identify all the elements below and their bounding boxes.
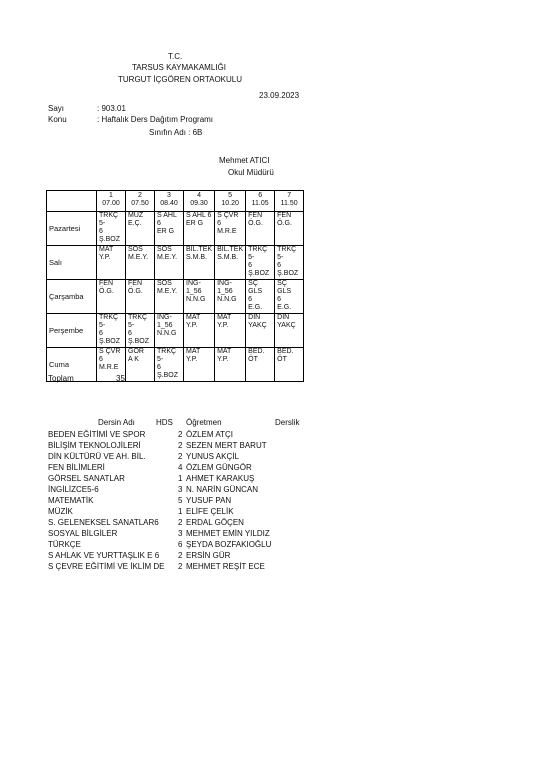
konu-label: Konu [48,115,67,124]
lesson-cell-line: N.N.G [186,296,206,303]
lesson-cell-line: S.M.B. [217,254,239,261]
lesson-cell-line: YAKÇ [248,322,267,329]
lesson-cell-line: E.G. [277,304,292,311]
course-subject: TÜRKÇE [48,540,81,549]
lesson-cell [246,314,275,348]
lesson-cell-line: 6 [248,262,253,269]
period-number: 4 [197,192,201,199]
course-hours: 6 [178,540,183,549]
lesson-cell [155,314,184,348]
lesson-cell [275,280,304,314]
lesson-cell [155,280,184,314]
lesson-cell [215,212,246,246]
period-time: 07.00 [102,200,120,207]
course-hours: 2 [178,452,183,461]
lesson-cell-line: FEN [248,212,263,219]
header-school: TURGUT İÇGÖREN ORTAOKULU [118,75,243,84]
schedule-day-row [47,280,304,314]
lesson-cell-line: 6 [99,330,103,337]
lesson-cell [275,246,304,280]
lesson-cell-line: Y.P. [217,322,229,329]
principal-name: Mehmet ATICI [219,156,270,165]
lesson-cell-line: MÜZ [128,212,144,219]
sayi-label: Sayı [48,104,65,113]
lesson-cell-line: S ÇVR [217,212,239,219]
lesson-cell [275,348,304,382]
course-hours: 2 [178,518,183,527]
lesson-cell-line: Y.P. [186,356,198,363]
course-teacher: N. NARİN GÜNCAN [186,485,259,494]
lesson-cell-line: 1_56 [217,288,233,295]
lesson-cell-line: Ö.G. [128,288,143,295]
total-label: Toplam [48,374,74,383]
course-hours: 2 [178,441,183,450]
course-teacher: YUNUS AKÇİL [186,452,239,461]
lesson-cell-line: SOS [157,280,172,287]
course-subject: S. GELENEKSEL SANATLAR6 [48,518,159,527]
course-teacher: ERDAL GÖÇEN [186,518,244,527]
lesson-cell-line: Ş.BOZ [99,236,121,243]
lesson-cell [155,212,184,246]
course-subject: İNGİLİZCE5-6 [48,485,99,494]
lesson-cell-line: BED. [277,348,294,355]
lesson-cell-line: FEN [128,280,142,287]
course-hours: 3 [178,485,183,494]
lesson-cell [215,314,246,348]
lesson-cell [246,246,275,280]
lesson-cell-line: 6 [248,296,253,303]
lesson-cell-line: Ö.G. [277,220,292,227]
lesson-cell-line: 6 [128,330,132,337]
course-subject: MÜZİK [48,507,73,516]
period-time: 07.50 [131,200,149,207]
lesson-cell-line: Y.P. [99,254,111,261]
header-tc: T.C. [168,52,183,61]
lesson-cell-line: ER G [157,228,175,235]
lesson-cell [126,246,155,280]
lesson-cell-line: M.E.Y. [157,254,178,261]
lesson-cell-line: S AHL 6 [157,212,177,227]
course-teacher: MEHMET EMİN YILDIZ [186,529,270,538]
lesson-cell-line: İNG- [186,280,201,287]
lesson-cell-line: FEN [99,280,113,287]
period-header [126,191,155,212]
course-subject: GÖRSEL SANATLAR [48,474,125,483]
period-header [215,191,246,212]
lesson-cell-line: 6 [217,220,221,227]
period-time: 08.40 [160,200,178,207]
lesson-cell [184,280,215,314]
lesson-cell [184,348,215,382]
lesson-cell-line: TRKÇ 5- [248,246,268,261]
lesson-cell [275,314,304,348]
course-teacher: ÖZLEM GÜNGÖR [186,463,252,472]
lesson-cell [97,212,126,246]
period-header [184,191,215,212]
lesson-cell-line: MAT [186,348,201,355]
course-subject: SOSYAL BİLGİLER [48,529,118,538]
header-teacher: Öğretmen [186,418,222,427]
day-name: Çarşamba [47,280,97,314]
lesson-cell [97,314,126,348]
lesson-cell-line: SOS [157,246,172,253]
lesson-cell [246,212,275,246]
lesson-cell-line: MAT [217,314,232,321]
lesson-cell [184,246,215,280]
lesson-cell [215,246,246,280]
lesson-cell-line: TRKÇ 5- [99,212,119,227]
period-time: 10.20 [221,200,239,207]
lesson-cell-line: SÇ GLS [277,280,292,295]
lesson-cell-line: Ş.BOZ [157,372,179,379]
schedule-day-row [47,314,304,348]
lesson-cell-line: 6 [277,296,282,303]
lesson-cell-line: E.Ç. [128,220,142,227]
header-district: TARSUS KAYMAKAMLIĞI [132,63,226,72]
lesson-cell-line: MAT [186,314,201,321]
lesson-cell-line: N.N.G [157,330,177,337]
lesson-cell-line: TRKÇ 5- [157,348,177,363]
lesson-cell-line: M.R.E [99,364,119,371]
lesson-cell [126,314,155,348]
day-name: Cuma [47,348,97,382]
period-time: 11.50 [280,200,298,207]
lesson-cell-line: DİN [277,314,290,321]
lesson-cell [97,246,126,280]
course-subject: DİN KÜLTÜRÜ VE AH. BİL. [48,452,146,461]
sayi-value: : 903.01 [97,104,126,113]
lesson-cell-line: SÇ GLS [248,280,263,295]
schedule-day-row [47,212,304,246]
period-number: 1 [109,192,113,199]
lesson-cell-line: M.E.Y. [128,254,149,261]
course-hours: 4 [178,463,183,472]
table-corner [47,191,97,212]
course-hours: 2 [178,430,183,439]
period-number: 2 [138,192,142,199]
lesson-cell-line: ER G [186,220,204,227]
lesson-cell [246,348,275,382]
course-subject: FEN BİLİMLERİ [48,463,105,472]
header-subject: Dersin Adı [98,418,135,427]
lesson-cell [215,348,246,382]
lesson-cell-line: S ÇVR [99,348,121,355]
course-teacher: MEHMET REŞİT ECE [186,562,265,571]
course-teacher: SEZEN MERT BARUT [186,441,267,450]
lesson-cell-line: YAKÇ [277,322,296,329]
course-hours: 1 [178,507,183,516]
lesson-cell [275,212,304,246]
period-number: 5 [228,192,233,199]
course-subject: BEDEN EĞİTİMİ VE SPOR [48,430,146,439]
course-teacher: ELİFE ÇELİK [186,507,234,516]
lesson-cell-line: ÖT [277,356,287,363]
day-name: Salı [47,246,97,280]
lesson-cell-line: Ş.BOZ [99,338,121,345]
lesson-cell-line: FEN [277,212,292,219]
course-hours: 5 [178,496,183,505]
period-number: 7 [287,192,292,199]
lesson-cell-line: M.E.Y. [157,288,178,295]
weekly-schedule-table [46,190,304,382]
class-name: Sınıfın Adı : 6B [149,128,203,137]
period-time: 09.30 [190,200,208,207]
period-header [97,191,126,212]
course-hours: 2 [178,562,183,571]
lesson-cell-line: Ş.BOZ [277,270,299,277]
lesson-cell [155,246,184,280]
lesson-cell-line: GÖR [128,348,144,355]
lesson-cell-line: DİN [248,314,261,321]
lesson-cell-line: 1_56 [186,288,202,295]
konu-value: : Haftalık Ders Dağıtım Programı [97,115,214,124]
lesson-cell-line: Ş.BOZ [248,270,270,277]
course-hours: 1 [178,474,183,483]
course-teacher: ÖZLEM ATÇI [186,430,233,439]
schedule-day-row [47,348,304,382]
document-date: 23.09.2023 [259,91,300,100]
lesson-cell-line: SOS [128,246,143,253]
lesson-cell [246,280,275,314]
principal-title: Okul Müdürü [228,168,274,177]
lesson-cell [155,348,184,382]
lesson-cell-line: İNG- [157,314,172,321]
course-subject: MATEMATİK [48,496,94,505]
course-hours: 2 [178,551,183,560]
course-teacher: YUSUF PAN [186,496,232,505]
period-number: 3 [167,192,171,199]
lesson-cell-line: N.N.G [217,296,237,303]
lesson-cell-line: MAT [99,246,114,253]
period-header [155,191,184,212]
lesson-cell-line: E.G. [248,304,263,311]
lesson-cell-line: M.R.E [217,228,237,235]
lesson-cell-line: Y.P. [186,322,198,329]
course-hours: 3 [178,529,183,538]
course-teacher: ŞEYDA BOZFAKIOĞLU [186,540,272,549]
schedule-day-row [47,246,304,280]
day-name: Pazartesi [47,212,97,246]
period-time: 11.05 [251,200,269,207]
lesson-cell [126,348,155,382]
header-hours: HDS [156,418,173,427]
lesson-cell-line: BİL.TEK [186,246,213,253]
lesson-cell-line: Ö.G. [99,288,114,295]
lesson-cell-line: 6 [99,356,103,363]
course-teacher: AHMET KARAKUŞ [186,474,255,483]
day-name: Perşembe [47,314,97,348]
lesson-cell [126,280,155,314]
lesson-cell [126,212,155,246]
course-subject: BİLİŞİM TEKNOLOJİLERİ [48,441,141,450]
lesson-cell-line: 6 [157,364,161,371]
lesson-cell-line: 1_56 [157,322,173,329]
lesson-cell-line: Y.P. [217,356,229,363]
lesson-cell [215,280,246,314]
lesson-cell-line: TRKÇ 5- [277,246,297,261]
lesson-cell-line: 6 [277,262,282,269]
lesson-cell [184,314,215,348]
lesson-cell [184,212,215,246]
lesson-cell-line: S AHL 6 [186,212,212,219]
lesson-cell-line: 6 [99,228,103,235]
lesson-cell-line: TRKÇ 5- [128,314,148,329]
lesson-cell-line: TRKÇ 5- [99,314,119,329]
total-value: 35 [116,374,125,383]
lesson-cell-line: BİL.TEK [217,246,244,253]
period-number: 6 [258,192,263,199]
lesson-cell [97,280,126,314]
period-header [275,191,304,212]
lesson-cell-line: BED. [248,348,265,355]
course-subject: S ÇEVRE EĞİTİMİ VE İKLİM DE [48,562,165,571]
lesson-cell-line: A K [128,356,139,363]
lesson-cell-line: S.M.B. [186,254,208,261]
lesson-cell-line: ÖT [248,356,258,363]
lesson-cell-line: Ö.G. [248,220,263,227]
course-subject: S AHLAK VE YURTTAŞLIK E 6 [48,551,160,560]
lesson-cell-line: MAT [217,348,232,355]
lesson-cell-line: Ş.BOZ [128,338,150,345]
course-teacher: ERSİN GÜR [186,551,231,560]
header-room: Derslik [275,418,300,427]
period-header [246,191,275,212]
lesson-cell-line: İNG- [217,280,232,287]
